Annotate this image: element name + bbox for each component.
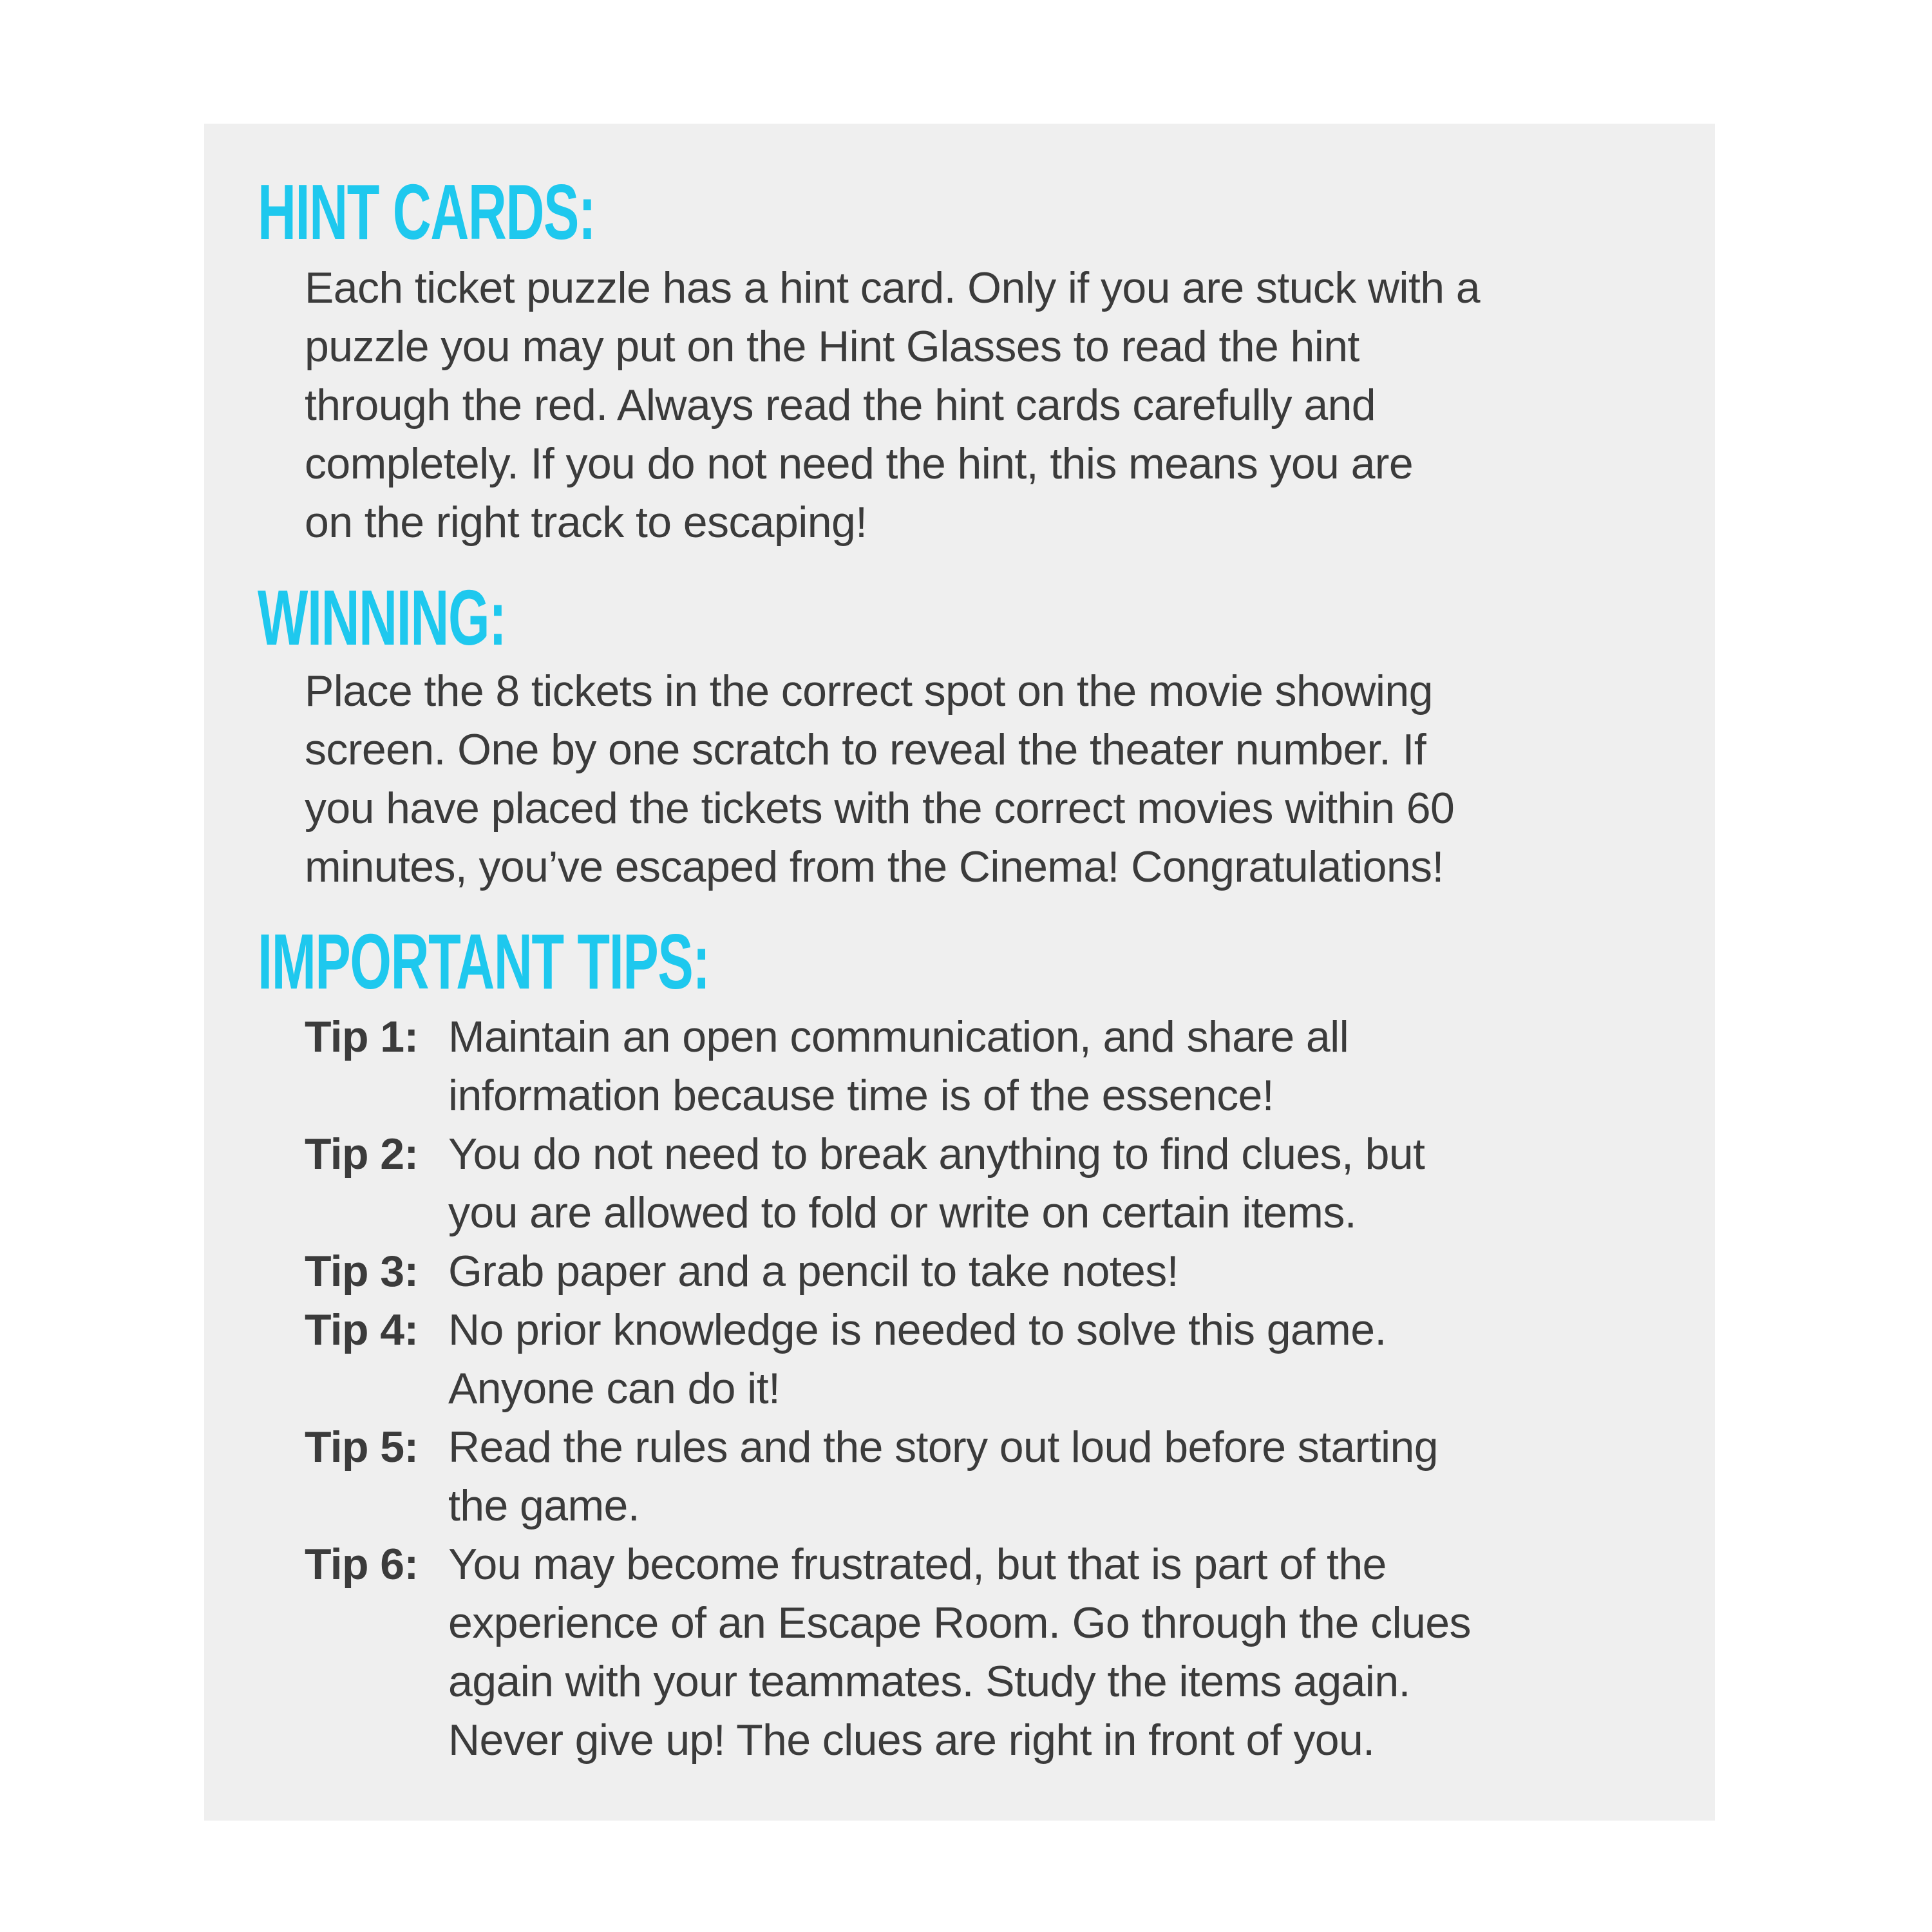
tip-text [448,1418,1438,1535]
text-line: Each ticket puzzle has a hint card. Only if you are stuck with a [305,263,1480,312]
text-line: puzzle you may put on the Hint Glasses to read the hint [305,322,1359,371]
text-line: Grab paper and a pencil to take notes! [448,1247,1179,1296]
tip-label: Tip 5: [305,1423,419,1472]
tip-item [305,1535,1471,1770]
text-line: Never give up! The clues are right in front of you. [448,1716,1375,1765]
tip-text [448,1535,1471,1770]
tip-label: Tip 4: [305,1305,419,1354]
text-line: you are allowed to fold or write on certain items. [448,1188,1357,1237]
tips-list [305,1008,1471,1770]
tip-label: Tip 3: [305,1247,419,1296]
text-line: again with your teammates. Study the items again. [448,1657,1410,1706]
text-line: you have placed the tickets with the correct movies within 60 [305,784,1455,833]
winning-heading: WINNING: [258,574,506,661]
text-line: information because time is of the essence! [448,1071,1274,1120]
text-line: You may become frustrated, but that is part of the [448,1540,1387,1589]
tip-item [305,1242,1471,1301]
tip-item [305,1125,1471,1242]
text-line: minutes, you’ve escaped from the Cinema! Congratulations! [305,842,1444,891]
tip-label: Tip 1: [305,1012,419,1061]
text-line: Anyone can do it! [448,1364,781,1413]
tip-item [305,1301,1471,1418]
text-line: experience of an Escape Room. Go through the clues [448,1598,1471,1647]
winning-body [305,662,1454,896]
text-line: on the right track to escaping! [305,498,867,547]
tip-text [448,1242,1179,1301]
tip-text [448,1301,1387,1418]
text-line: No prior knowledge is needed to solve this game. [448,1305,1387,1354]
text-line: the game. [448,1481,640,1530]
tip-label: Tip 2: [305,1130,419,1179]
hint-cards-heading: HINT CARDS: [258,168,596,256]
text-line: through the red. Always read the hint cards carefully and [305,381,1376,430]
tip-item [305,1008,1471,1125]
text-line: Read the rules and the story out loud before starting [448,1423,1438,1472]
hint-cards-body [305,259,1480,552]
text-line: Maintain an open communication, and share all [448,1012,1349,1061]
tip-label: Tip 6: [305,1540,419,1589]
text-line: Place the 8 tickets in the correct spot on the movie showing [305,667,1433,715]
tip-item [305,1418,1471,1535]
tip-text [448,1125,1425,1242]
important-tips-heading: IMPORTANT TIPS: [258,918,710,1005]
tip-text [448,1008,1349,1125]
text-line: You do not need to break anything to find clues, but [448,1130,1425,1179]
text-line: screen. One by one scratch to reveal the theater number. If [305,725,1426,774]
text-line: completely. If you do not need the hint, this means you are [305,439,1414,488]
